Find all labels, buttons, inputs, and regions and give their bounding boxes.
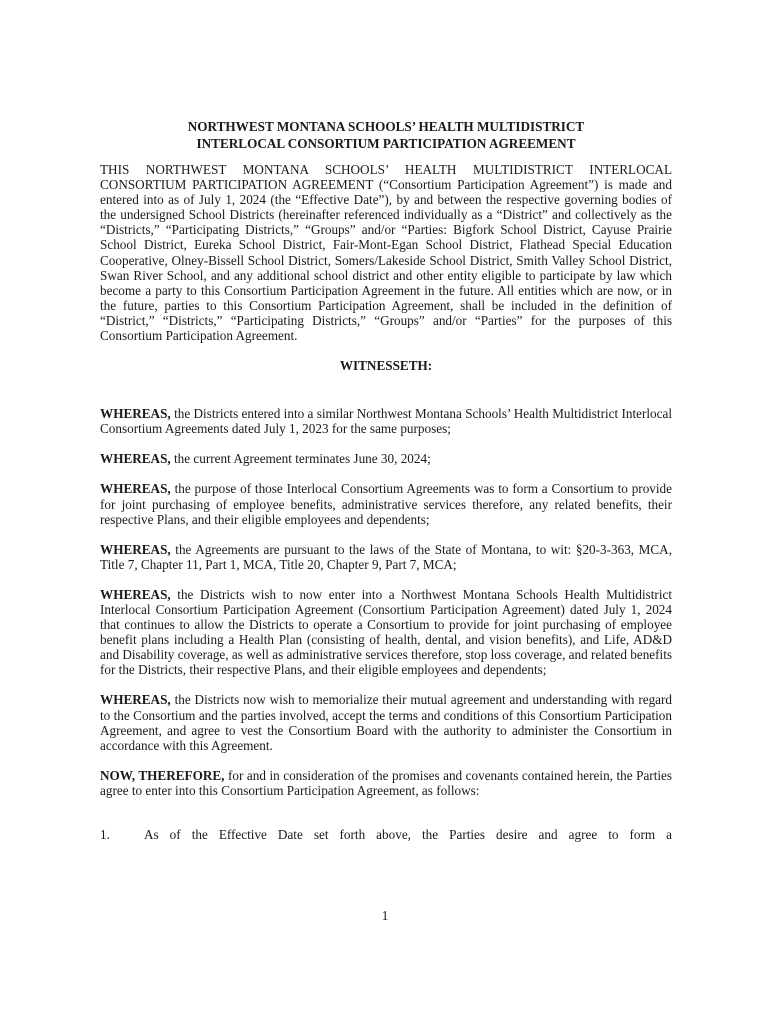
whereas-clause-3 xyxy=(100,481,672,526)
intro-paragraph: THIS NORTHWEST MONTANA SCHOOLS’ HEALTH MULTIDISTRICT INTERLOCAL CONSORTIUM PARTICIPATION AGREEMENT (“Consortium Participation Agreement”) is made and entered into as of July 1, 2024 (the “Effective Date”), by and between the respective governing bodies of the undersigned School Districts (hereinafter referenced individually as a “District” and collectively as the “Districts,” “Participating Districts,” “Groups” and/or “Parties: Bigfork School District, Cayuse Prairie School District, Eureka School District, Fair-Mont-Egan School District, Flathead Special Education Cooperative, Olney-Bissell School District, Somers/Lakeside School District, Smith Valley School District, Swan River School, and any additional school district and other entity eligible to participate by law which become a party to this Consortium Participation Agreement in the future. All entities which are now, or in the future, parties to this Consortium Participation Agreement, shall be included in the definition of “District,” “Districts,” “Participating Districts,” “Groups” and/or “Parties” for the purposes of this Consortium Participation Agreement. xyxy=(100,162,672,344)
whereas-text: the Districts entered into a similar Northwest Montana Schools’ Health Multidistrict Interlocal Consortium Agreements dated July 1, 2023 for the same purposes; xyxy=(100,406,673,437)
whereas-label: WHEREAS, xyxy=(100,586,171,602)
whereas-clause-1 xyxy=(100,406,672,436)
whereas-label: WHEREAS, xyxy=(100,406,171,422)
now-therefore-label: NOW, THEREFORE, xyxy=(100,767,225,783)
whereas-text: the Districts now wish to memorialize their mutual agreement and understanding with regard to the Consortium and the parties involved, accept the terms and conditions of this Consortium Participation Agreement, and agree to vest the Consortium Board with the authority to administer the Consortium in accordance with this Agreement. xyxy=(100,692,673,753)
title-line-1: NORTHWEST MONTANA SCHOOLS’ HEALTH MULTIDISTRICT xyxy=(187,119,585,134)
now-therefore-text: for and in consideration of the promises and covenants contained herein, the Parties agree to enter into this Consortium Participation Agreement, as follows: xyxy=(100,767,673,798)
page-number: 1 xyxy=(381,908,389,923)
document-body xyxy=(100,118,672,842)
now-therefore-clause xyxy=(100,768,672,798)
whereas-label: WHEREAS, xyxy=(100,692,171,708)
item-text: As of the Effective Date set forth above, the Parties desire and agree to form a xyxy=(144,827,672,842)
whereas-label: WHEREAS, xyxy=(100,541,171,557)
whereas-clause-4 xyxy=(100,542,672,572)
whereas-text: the Agreements are pursuant to the laws of the State of Montana, to wit: §20-3-363, MCA, Title 7, Chapter 11, Part 1, MCA, Title 20, Chapter 9, Part 7, MCA; xyxy=(100,541,672,572)
whereas-clause-6 xyxy=(100,692,672,752)
whereas-text: the purpose of those Interlocal Consortium Agreements was to form a Consortium to provide for joint purchasing of employee benefits, administrative services therefore, any related benefits, their respective Plans, and their eligible employees and dependents; xyxy=(100,481,672,527)
whereas-text: the current Agreement terminates June 30, 2024; xyxy=(174,451,431,467)
witnesseth-heading: WITNESSETH: xyxy=(339,358,433,374)
item-number: 1. xyxy=(100,827,110,842)
whereas-clause-5 xyxy=(100,587,672,678)
document-title xyxy=(100,118,672,152)
whereas-label: WHEREAS, xyxy=(100,451,171,467)
whereas-text: the Districts wish to now enter into a Northwest Montana Schools Health Multidistrict Interlocal Consortium Participation Agreement (Consortium Participation Agreement) dated July 1, 2024 that continues to allow the Districts to operate a Consortium to provide for joint purchasing of employee benefit plans including a Health Plan (consisting of health, dental, and vision benefits), and Life, AD&D and Disability coverage, as well as administrative services therefore, stop loss coverage, and related benefits for the Districts, their respective Plans, and their eligible employees and dependents; xyxy=(100,586,673,678)
title-line-2: INTERLOCAL CONSORTIUM PARTICIPATION AGREEMENT xyxy=(196,136,576,151)
whereas-clause-2 xyxy=(100,451,672,466)
whereas-label: WHEREAS, xyxy=(100,481,171,497)
numbered-item-1 xyxy=(100,827,672,842)
